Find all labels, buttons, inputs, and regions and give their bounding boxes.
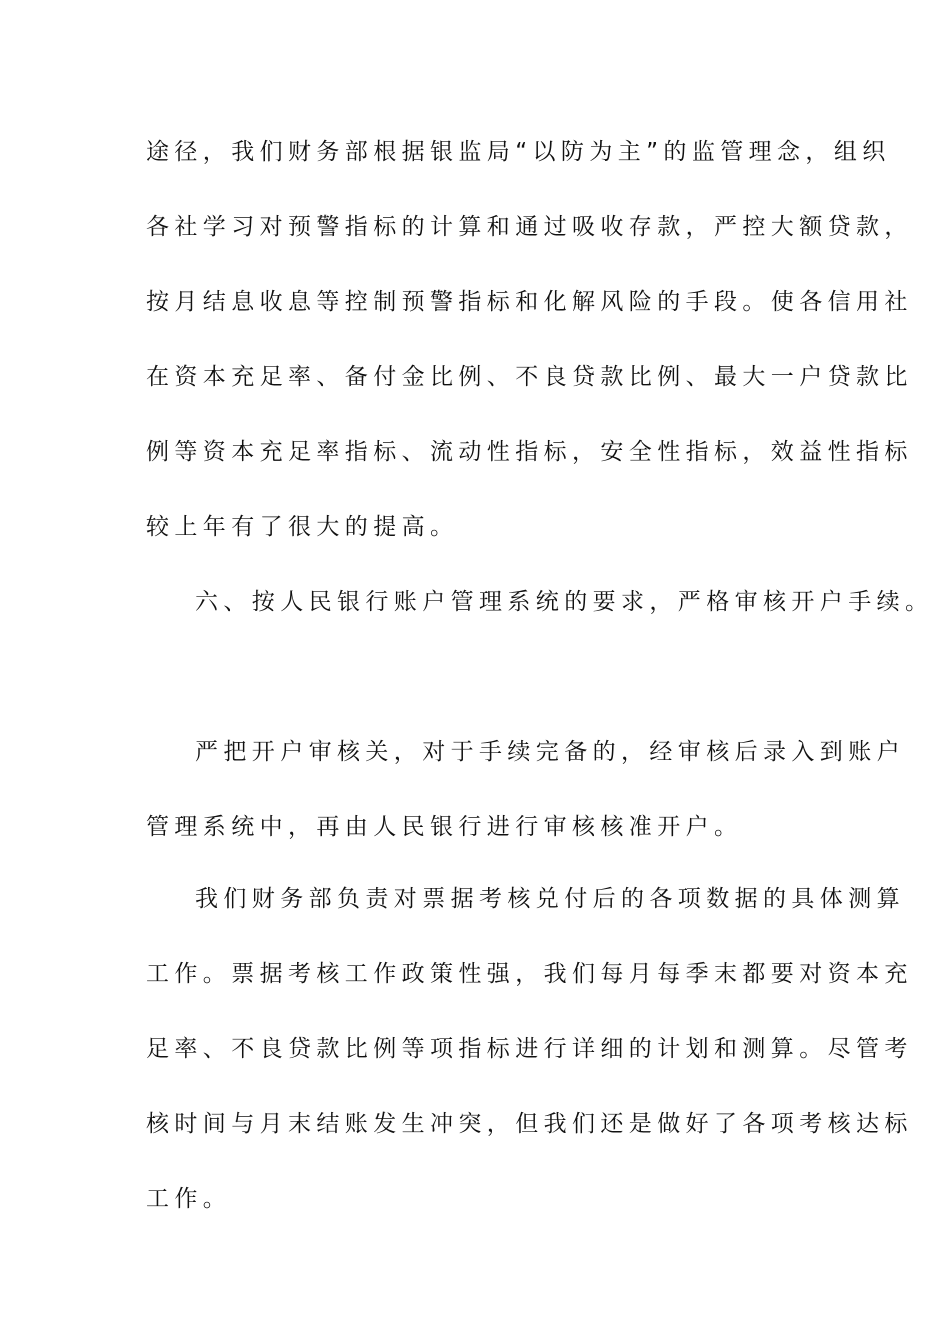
text-line: 工作。票据考核工作政策性强，我们每月每季末都要对资本充 — [146, 961, 913, 987]
text-line: 按月结息收息等控制预警指标和化解风险的手段。使各信用社 — [146, 289, 913, 315]
text-line: 严把开户审核关，对于手续完备的，经审核后录入到账户 — [195, 739, 905, 765]
text-line: 我们财务部负责对票据考核兑付后的各项数据的具体测算 — [195, 886, 905, 912]
text-line: 在资本充足率、备付金比例、不良贷款比例、最大一户贷款比 — [146, 364, 913, 390]
text-line: 各社学习对预警指标的计算和通过吸收存款，严控大额贷款， — [146, 214, 913, 240]
text-line: 途径，我们财务部根据银监局“以防为主”的监管理念，组织 — [146, 139, 891, 165]
section-heading: 六、按人民银行账户管理系统的要求，严格审核开户手续。 — [195, 589, 934, 615]
text-line: 核时间与月末结账发生冲突，但我们还是做好了各项考核达标 — [146, 1111, 913, 1137]
text-line: 较上年有了很大的提高。 — [146, 514, 459, 540]
text-line: 足率、不良贷款比例等项指标进行详细的计划和测算。尽管考 — [146, 1036, 913, 1062]
text-line: 管理系统中，再由人民银行进行审核核准开户。 — [146, 814, 743, 840]
text-line: 工作。 — [146, 1186, 232, 1212]
text-line: 例等资本充足率指标、流动性指标，安全性指标，效益性指标 — [146, 439, 913, 465]
